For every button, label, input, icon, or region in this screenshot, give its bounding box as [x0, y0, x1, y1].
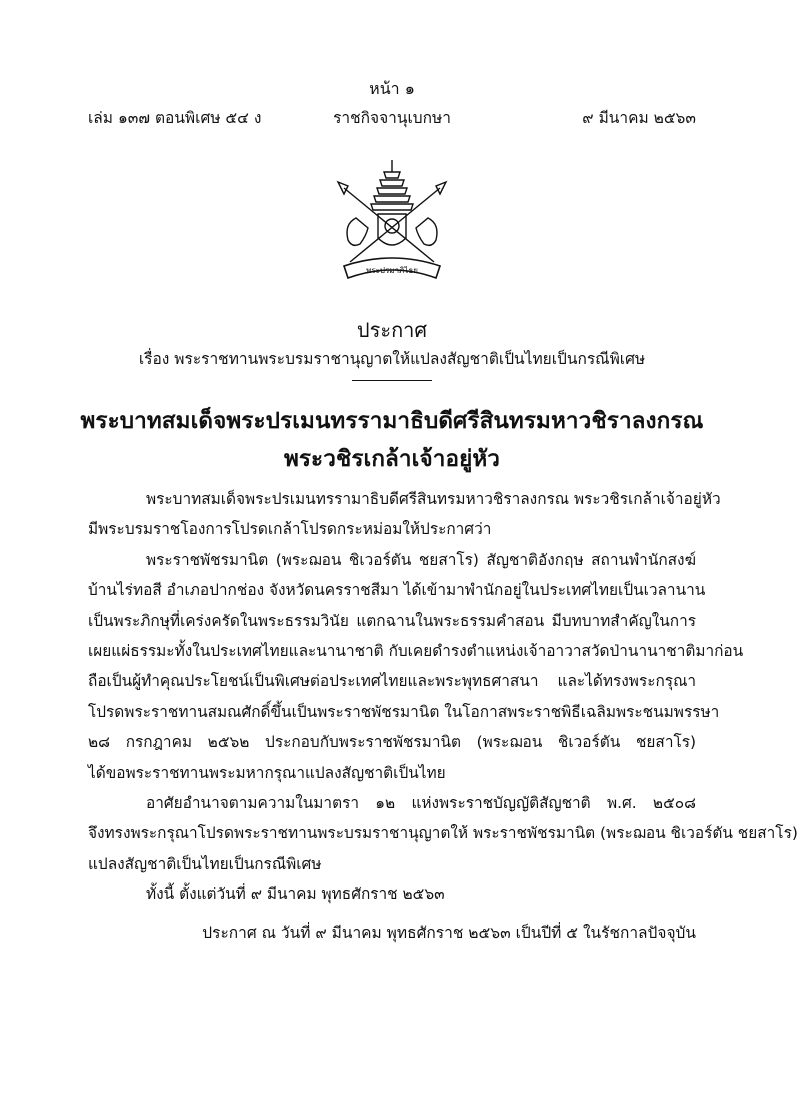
page-number: หน้า ๑ [369, 79, 415, 98]
volume-info: เล่ม ๑๓๗ ตอนพิเศษ ๕๔ ง [88, 109, 262, 127]
king-name-line1: พระบาทสมเด็จพระปรเมนทรรามาธิบดีศรีสินทรมหาวชิราลงกรณ [80, 408, 704, 434]
royal-emblem-icon [322, 158, 462, 286]
body-line: โปรดพระราชทานสมณศักดิ์ขึ้นเป็นพระราชพัชรมานิต ในโอกาสพระราชพิธีเฉลิมพระชนมพรรษา [88, 702, 720, 721]
publication-date: ๙ มีนาคม ๒๕๖๓ [582, 109, 696, 127]
announcement-title: ประกาศ [356, 318, 428, 342]
body-line: พระราชพัชรมานิต (พระฌอน ชิเวอร์ตัน ชยสาโร) สัญชาติอังกฤษ สถานพำนักสงฆ์ [146, 550, 696, 569]
body-line: ทั้งนี้ ตั้งแต่วันที่ ๙ มีนาคม พุทธศักราช ๒๕๖๓ [146, 885, 445, 904]
emblem-ribbon-text: พระปรมาภิไธย [366, 266, 418, 275]
title-divider [352, 380, 432, 381]
body-line: เป็นพระภิกษุที่เคร่งครัดในพระธรรมวินัย แตกฉานในพระธรรมคำสอน มีบทบาทสำคัญในการ [88, 611, 696, 630]
body-line: ๒๘ กรกฎาคม ๒๕๖๒ ประกอบกับพระราชพัชรมานิต (พระฌอน ชิเวอร์ตัน ชยสาโร) [88, 733, 696, 752]
publication-name: ราชกิจจานุเบกษา [333, 109, 451, 127]
body-line: อาศัยอำนาจตามความในมาตรา ๑๒ แห่งพระราชบัญญัติสัญชาติ พ.ศ. ๒๕๐๘ [146, 793, 696, 812]
body-line: แปลงสัญชาติเป็นไทยเป็นกรณีพิเศษ [88, 854, 322, 873]
body-line: พระบาทสมเด็จพระปรเมนทรรามาธิบดีศรีสินทรมหาวชิราลงกรณ พระวชิรเกล้าเจ้าอยู่หัว [146, 490, 721, 508]
body-line: ถือเป็นผู้ทำคุณประโยชน์เป็นพิเศษต่อประเทศไทยและพระพุทธศาสนา และได้ทรงพระกรุณา [88, 672, 696, 691]
body-line: ได้ขอพระราชทานพระมหากรุณาแปลงสัญชาติเป็นไทย [88, 763, 446, 782]
king-name-line2: พระวชิรเกล้าเจ้าอยู่หัว [283, 446, 501, 472]
body-line: เผยแผ่ธรรมะทั้งในประเทศไทยและนานาชาติ กับเคยดำรงตำแหน่งเจ้าอาวาสวัดป่านานาชาติมาก่อน [88, 641, 744, 660]
body-line: มีพระบรมราชโองการโปรดเกล้าโปรดกระหม่อมให้ประกาศว่า [88, 520, 492, 539]
announcement-body [88, 484, 798, 909]
announcement-subject: เรื่อง พระราชทานพระบรมราชานุญาตให้แปลงสัญชาติเป็นไทยเป็นกรณีพิเศษ [138, 350, 646, 368]
body-line: จึงทรงพระกรุณาโปรดพระราชทานพระบรมราชานุญาตให้ พระราชพัชรมานิต (พระฌอน ชิเวอร์ตัน ชยสาโร) [88, 824, 798, 843]
signature-date-line: ประกาศ ณ วันที่ ๙ มีนาคม พุทธศักราช ๒๕๖๓ เป็นปีที่ ๕ ในรัชกาลปัจจุบัน [202, 924, 696, 942]
body-line: บ้านไร่ทอสี อำเภอปากช่อง จังหวัดนครราชสีมา ได้เข้ามาพำนักอยู่ในประเทศไทยเป็นเวลานาน [88, 581, 706, 600]
